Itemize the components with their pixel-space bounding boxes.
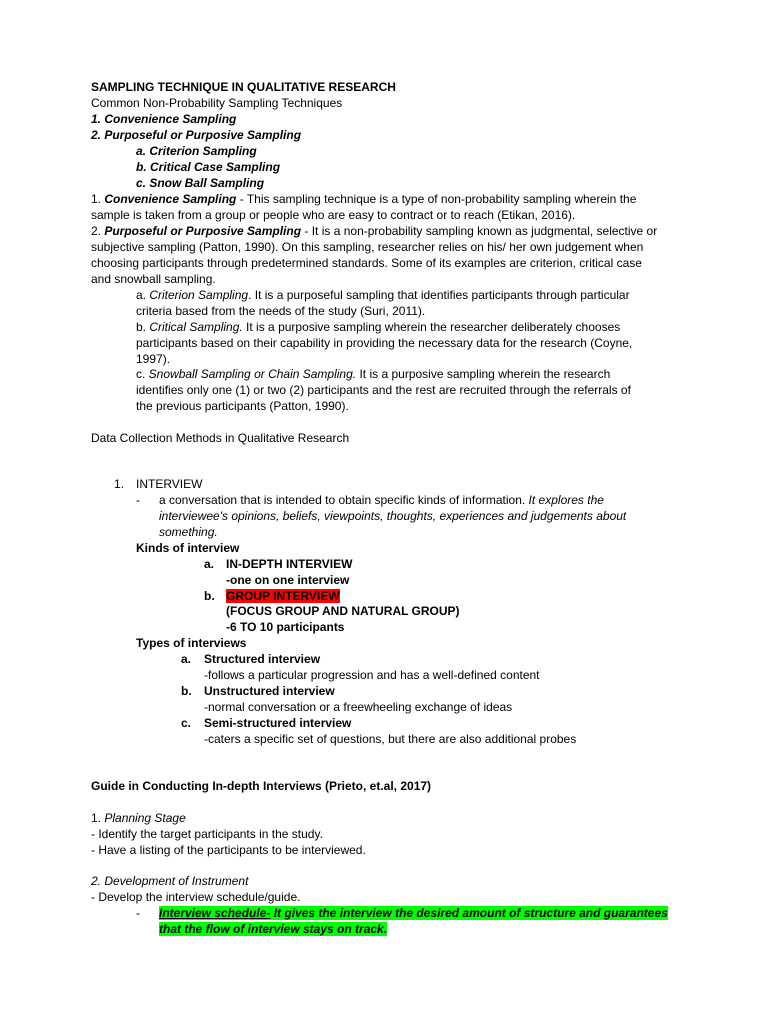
interview-num: 1. bbox=[114, 477, 125, 491]
kinds-b-letter: b. bbox=[204, 589, 215, 603]
types-b-letter: b. bbox=[181, 684, 192, 698]
interview-desc-line1: a conversation that is intended to obtain specific kinds of information. It explores the bbox=[159, 493, 604, 507]
interview-desc-line2: interviewee's opinions, beliefs, viewpoints, thoughts, experiences and judgements about bbox=[159, 509, 627, 523]
types-b-label: Unstructured interview bbox=[204, 684, 335, 698]
toc-item-2: 2. Purposeful or Purposive Sampling bbox=[91, 128, 302, 142]
kinds-b-label bbox=[226, 588, 340, 604]
types-c-label: Semi-structured interview bbox=[204, 716, 352, 730]
def2-line2: subjective sampling (Patton, 1990). On this sampling, researcher relies on his/ her own judgement when bbox=[91, 240, 644, 254]
def-c-line1: c. Snowball Sampling or Chain Sampling. It is a purposive sampling wherein the research bbox=[136, 367, 611, 381]
kinds-b-sub: (FOCUS GROUP AND NATURAL GROUP) bbox=[226, 604, 460, 618]
dcm-heading: Data Collection Methods in Qualitative Research bbox=[91, 431, 350, 445]
interview-desc-line3: something. bbox=[159, 525, 218, 539]
guide-s1-line1: - Identify the target participants in the study. bbox=[91, 827, 323, 841]
types-a-label: Structured interview bbox=[204, 652, 321, 666]
types-a-letter: a. bbox=[181, 652, 192, 666]
def-b-line2: participants based on their capability in providing the necessary data for the research (Coyne, bbox=[136, 336, 633, 350]
green-highlight-1: Interview schedule- It gives the interview the desired amount of structure and guarantees bbox=[159, 906, 668, 920]
def2-line4: and snowball sampling. bbox=[91, 272, 216, 286]
guide-heading: Guide in Conducting In-depth Interviews (Prieto, et.al, 2017) bbox=[91, 779, 432, 793]
interview-label: INTERVIEW bbox=[136, 477, 203, 491]
interview-dash: - bbox=[136, 493, 140, 507]
toc-sub-a: a. Criterion Sampling bbox=[136, 144, 257, 158]
kinds-b-desc: -6 TO 10 participants bbox=[226, 620, 345, 634]
toc-sub-b: b. Critical Case Sampling bbox=[136, 160, 281, 174]
def-b-line1: b. Critical Sampling. It is a purposive sampling wherein the researcher deliberately chooses bbox=[136, 320, 621, 334]
def-c-line2: identifies only one (1) or two (2) participants and the rest are recruited through the referrals of bbox=[136, 383, 631, 397]
kinds-a-desc: -one on one interview bbox=[226, 573, 350, 587]
subtitle: Common Non-Probability Sampling Techniques bbox=[91, 96, 343, 110]
guide-s1-title: 1. Planning Stage bbox=[91, 811, 186, 825]
def2-line1: 2. Purposeful or Purposive Sampling - It is a non-probability sampling known as judgmental, selective or bbox=[91, 224, 658, 238]
types-b-desc: -normal conversation or a freewheeling exchange of ideas bbox=[204, 700, 513, 714]
document-title: SAMPLING TECHNIQUE IN QUALITATIVE RESEARCH bbox=[91, 80, 396, 94]
toc-sub-c: c. Snow Ball Sampling bbox=[136, 176, 265, 190]
kinds-a-label: IN-DEPTH INTERVIEW bbox=[226, 557, 353, 571]
guide-s2-line1: - Develop the interview schedule/guide. bbox=[91, 890, 301, 904]
def-a-line2: criteria based from the needs of the study (Suri, 2011). bbox=[136, 304, 426, 318]
guide-s2-term-line1 bbox=[159, 905, 668, 921]
toc-item-1: 1. Convenience Sampling bbox=[91, 112, 237, 126]
def2-line3: choosing participants through predetermined standards. Some of its examples are criterion, critical case bbox=[91, 256, 642, 270]
types-c-letter: c. bbox=[181, 716, 192, 730]
types-heading: Types of interviews bbox=[136, 636, 247, 650]
kinds-a-letter: a. bbox=[204, 557, 215, 571]
def-a-line1: a. Criterion Sampling. It is a purposeful sampling that identifies participants through particular bbox=[136, 288, 630, 302]
kinds-heading: Kinds of interview bbox=[136, 541, 240, 555]
def-c-line3: the previous participants (Patton, 1990). bbox=[136, 399, 349, 413]
def1-line1: 1. Convenience Sampling - This sampling technique is a type of non-probability sampling wherein the bbox=[91, 192, 637, 206]
red-highlight: GROUP INTERVIEW bbox=[226, 589, 340, 603]
guide-s2-title: 2. Development of Instrument bbox=[91, 874, 249, 888]
def1-line2: sample is taken from a group or people who are easy to contract or to reach (Etikan, 2016). bbox=[91, 208, 576, 222]
types-c-desc: -caters a specific set of questions, but there are also additional probes bbox=[204, 732, 577, 746]
types-a-desc: -follows a particular progression and has a well-defined content bbox=[204, 668, 540, 682]
guide-s1-line2: - Have a listing of the participants to be interviewed. bbox=[91, 843, 366, 857]
guide-s2-dash: - bbox=[136, 906, 140, 920]
def-b-line3: 1997). bbox=[136, 352, 171, 366]
green-highlight-2: that the flow of interview stays on track. bbox=[159, 922, 388, 936]
guide-s2-term-line2 bbox=[159, 921, 387, 937]
